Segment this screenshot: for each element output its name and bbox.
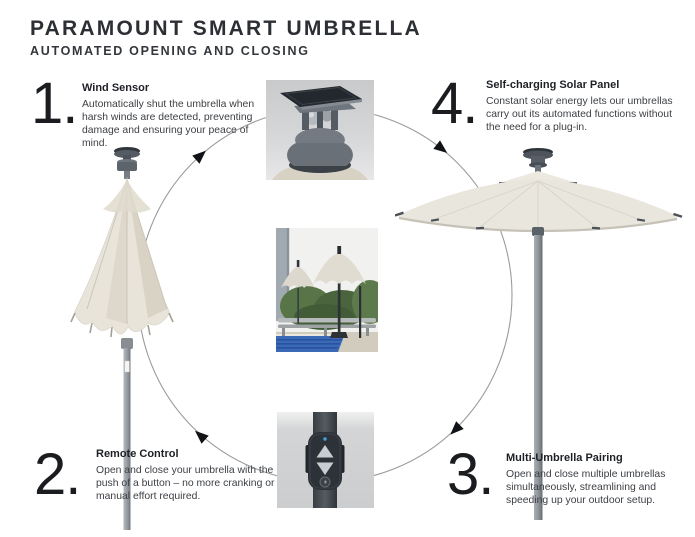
poolside-scene-graphic	[276, 228, 378, 352]
feature-number-1: 1.	[31, 71, 78, 136]
feature-title: Multi-Umbrella Pairing	[506, 452, 623, 464]
wind-sensor-product-graphic	[266, 80, 374, 180]
feature-number-3: 3.	[447, 442, 494, 507]
feature-description: Constant solar energy lets our umbrellas carry out its automated functions without the need for a plug-in.	[486, 95, 673, 133]
feature-remote-control	[96, 448, 286, 503]
wind-sensor-solar-panel-image	[266, 80, 374, 180]
feature-number-4: 4.	[431, 71, 478, 136]
feature-title: Wind Sensor	[82, 82, 150, 94]
header	[30, 17, 422, 59]
led-indicator-icon	[323, 437, 326, 440]
remote-control-image	[277, 412, 374, 508]
feature-solar-panel	[486, 79, 678, 134]
feature-number-2: 2.	[34, 442, 81, 507]
feature-wind-sensor	[82, 82, 272, 150]
poolside-umbrellas-photo	[276, 228, 378, 352]
feature-multi-umbrella-pairing	[506, 452, 684, 507]
feature-description: Open and close your umbrella with the push of a button – no more cranking or manual effort required.	[96, 464, 275, 502]
page-title: PARAMOUNT SMART UMBRELLA	[30, 17, 422, 40]
feature-title: Self-charging Solar Panel	[486, 79, 620, 91]
page-subtitle: AUTOMATED OPENING AND CLOSING	[30, 44, 310, 59]
feature-description: Open and close multiple umbrellas simultaneously, streamlining and speeding up your outdoor setup.	[506, 468, 666, 506]
feature-title: Remote Control	[96, 448, 179, 460]
remote-control-graphic	[277, 412, 374, 508]
feature-description: Automatically shut the umbrella when harsh winds are detected, preventing damage and ensuring your peace of mind.	[82, 98, 255, 149]
